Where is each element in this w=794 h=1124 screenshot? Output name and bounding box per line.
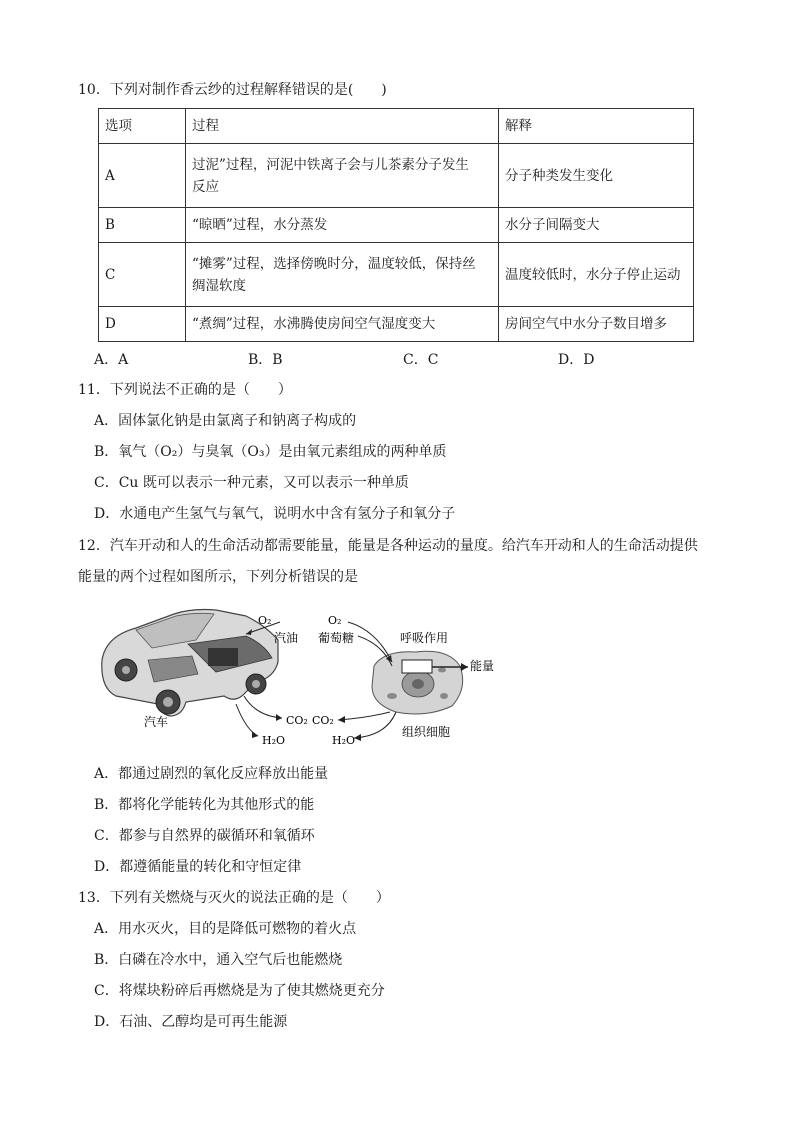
q11-option-b[interactable]: B．氧气（O₂）与臭氧（O₃）是由氧元素组成的两种单质 (94, 444, 447, 460)
energy-label: 能量 (470, 659, 495, 673)
process-line-2: 绸湿软度 (192, 277, 246, 294)
q10-choice-b[interactable]: B．B (248, 352, 283, 368)
header-explain: 解释 (499, 109, 694, 144)
q12-option-a[interactable]: A．都通过剧烈的氧化反应释放出能量 (94, 766, 329, 782)
q10-stem: 10．下列对制作香云纱的过程解释错误的是( ) (78, 82, 387, 98)
q13-option-c[interactable]: C．将煤块粉碎后再燃烧是为了使其燃烧更充分 (94, 983, 385, 999)
row-explain: 分子种类发生变化 (499, 144, 694, 208)
car-label: 汽车 (144, 715, 169, 729)
process-line-1: 过泥”过程，河泥中铁离子会与儿茶素分子发生 (192, 156, 469, 173)
energy-process-figure (96, 600, 516, 750)
row-process (186, 243, 499, 307)
row-option: D (99, 307, 186, 342)
header-process: 过程 (186, 109, 499, 144)
q13-stem: 13．下列有关燃烧与灭火的说法正确的是（ ） (78, 890, 390, 906)
row-option: A (99, 144, 186, 208)
q10-table (98, 108, 694, 342)
table-row (99, 243, 694, 307)
q13-option-a[interactable]: A．用水灭火，目的是降低可燃物的着火点 (94, 921, 357, 937)
car-illustration (102, 610, 278, 717)
header-option: 选项 (99, 109, 186, 144)
q10-choice-d[interactable]: D．D (558, 352, 595, 368)
row-process: “煮绸”过程，水沸腾使房间空气湿度变大 (186, 307, 499, 342)
table-header-row (99, 109, 694, 144)
row-option: B (99, 208, 186, 243)
cell-h2o-label: H₂O (332, 734, 356, 747)
q12-stem-line-2: 能量的两个过程如图所示，下列分析错误的是 (78, 569, 358, 585)
q12-stem-line-1: 12．汽车开动和人的生命活动都需要能量，能量是各种运动的量度。给汽车开动和人的生命活动提供 (78, 538, 698, 554)
car-fuel-label: 汽油 (274, 631, 299, 645)
row-explain: 水分子间隔变大 (499, 208, 694, 243)
q10-choice-c[interactable]: C．C (403, 352, 439, 368)
cell-label: 组织细胞 (402, 725, 451, 739)
q13-option-b[interactable]: B．白磷在冷水中，通入空气后也能燃烧 (94, 952, 343, 968)
process-line-2: 反应 (192, 178, 219, 195)
tissue-cell-illustration (372, 651, 463, 714)
row-process (186, 144, 499, 208)
q11-option-c[interactable]: C．Cu 既可以表示一种元素，又可以表示一种单质 (94, 475, 409, 491)
glucose-label: 葡萄糖 (318, 631, 355, 645)
q12-option-b[interactable]: B．都将化学能转化为其他形式的能 (94, 797, 315, 813)
row-process: “晾晒”过程，水分蒸发 (186, 208, 499, 243)
table-row (99, 144, 694, 208)
respiration-label: 呼吸作用 (400, 631, 449, 645)
q12-option-c[interactable]: C．都参与自然界的碳循环和氧循环 (94, 828, 315, 844)
row-explain: 温度较低时，水分子停止运动 (499, 243, 694, 307)
car-o2-label: O₂ (258, 614, 272, 627)
cell-co2-label: CO₂ (312, 714, 334, 727)
q13-option-d[interactable]: D．石油、乙醇均是可再生能源 (94, 1014, 288, 1030)
car-h2o-label: H₂O (262, 734, 286, 747)
row-option: C (99, 243, 186, 307)
q10-choice-a[interactable]: A．A (94, 352, 129, 368)
table-row (99, 208, 694, 243)
q11-stem: 11．下列说法不正确的是（ ） (78, 382, 292, 398)
row-explain: 房间空气中水分子数目增多 (499, 307, 694, 342)
cell-o2-label: O₂ (328, 614, 342, 627)
car-co2-label: CO₂ (286, 714, 308, 727)
process-line-1: “摊雾”过程，选择傍晚时分，温度较低，保持丝 (192, 255, 476, 272)
q11-option-d[interactable]: D．水通电产生氢气与氧气，说明水中含有氢分子和氧分子 (94, 506, 456, 522)
table-row (99, 307, 694, 342)
q12-option-d[interactable]: D．都遵循能量的转化和守恒定律 (94, 859, 302, 875)
q11-option-a[interactable]: A．固体氯化钠是由氯离子和钠离子构成的 (94, 413, 357, 429)
